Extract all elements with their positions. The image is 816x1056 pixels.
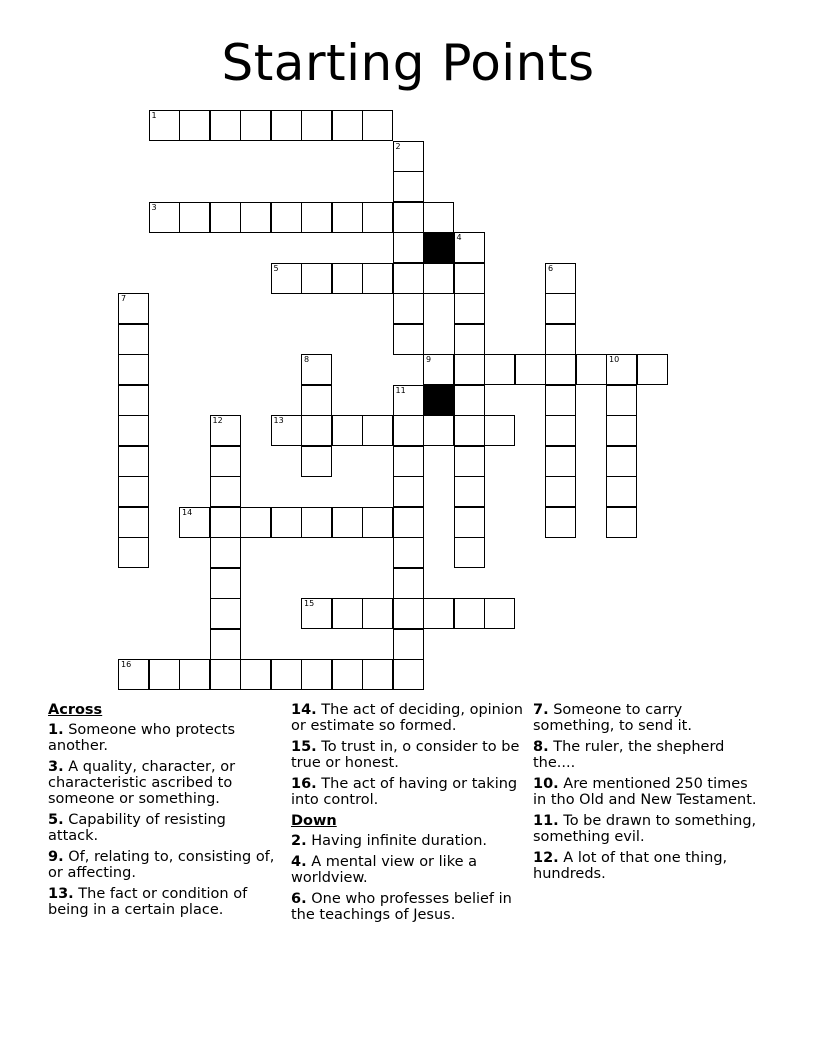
grid-cell[interactable] [393,415,424,446]
clue-num: 8. [533,739,549,755]
clue-number: 12 [212,416,223,425]
grid-cell[interactable] [271,110,302,141]
clue-number: 9 [426,355,432,364]
grid-cell[interactable] [118,385,149,416]
down-heading: Down [291,813,337,829]
down-clue [291,891,523,923]
grid-cell[interactable] [637,354,668,385]
grid-cell[interactable] [545,324,576,355]
across-clue [48,849,280,881]
grid-cell[interactable] [332,507,363,538]
clue-num: 4. [291,854,307,870]
grid-cell[interactable] [118,507,149,538]
grid-cell[interactable] [545,415,576,446]
grid-cell[interactable] [149,202,180,233]
grid-cell[interactable] [423,263,454,294]
grid-cell[interactable] [210,446,241,477]
grid-cell[interactable] [271,507,302,538]
across-clue [48,812,280,844]
clue-number: 4 [456,233,462,242]
clue-num: 16. [291,776,317,792]
grid-cell[interactable] [301,263,332,294]
clue-text: The act of deciding, opinion or estimate so formed. [291,702,523,734]
grid-cell[interactable] [393,507,424,538]
grid-cell[interactable] [393,232,424,263]
grid-cell[interactable] [393,598,424,629]
down-clue [533,702,765,734]
clue-num: 1. [48,722,64,738]
clue-number: 15 [304,599,315,608]
grid-cell[interactable] [606,476,637,507]
grid-cell[interactable] [271,263,302,294]
black-cell [423,385,454,416]
grid-cell[interactable] [454,537,485,568]
clue-number: 1 [151,111,157,120]
across-clue [291,776,523,808]
grid-cell[interactable] [179,507,210,538]
grid-cell[interactable] [393,141,424,172]
across-heading: Across [48,702,103,718]
clue-num: 12. [533,850,559,866]
grid-cell[interactable] [118,659,149,690]
grid-cell[interactable] [393,568,424,599]
clue-number: 5 [273,263,279,273]
grid-cell[interactable] [210,415,241,446]
across-clue [291,739,523,771]
clue-number: 11 [395,385,406,395]
grid-cell[interactable] [332,659,363,690]
clue-number: 3 [151,202,157,212]
grid-cell[interactable] [240,110,271,141]
clue-text: Are mentioned 250 times in tho Old and New Testament. [533,776,757,808]
clue-num: 3. [48,759,64,775]
clue-text: The fact or condition of being in a certain place. [48,886,248,918]
grid-cell[interactable] [332,415,363,446]
grid-cell[interactable] [301,507,332,538]
clue-number: 2 [395,141,401,151]
grid-cell[interactable] [301,385,332,416]
grid-cell[interactable] [393,385,424,416]
grid-cell[interactable] [545,293,576,324]
grid-cell[interactable] [210,202,241,233]
down-clue [291,833,523,849]
grid-cell[interactable] [301,202,332,233]
grid-cell[interactable] [393,263,424,294]
grid-cell[interactable] [271,202,302,233]
grid-cell[interactable] [271,659,302,690]
grid-cell[interactable] [179,659,210,690]
across-clue [291,702,523,734]
clue-num: 10. [533,776,559,792]
grid-cell[interactable] [362,415,393,446]
clue-number: 10 [609,355,620,364]
grid-cell[interactable] [118,446,149,477]
across-clue [48,759,280,807]
clue-column-2 [291,702,523,928]
clue-text: To be drawn to something, something evil. [533,813,757,845]
grid-cell[interactable] [301,354,332,385]
grid-cell[interactable] [362,202,393,233]
grid-cell[interactable] [454,232,485,263]
grid-cell[interactable] [545,507,576,538]
grid-cell[interactable] [484,598,515,629]
grid-cell[interactable] [118,537,149,568]
clue-text: A lot of that one thing, hundreds. [533,850,728,882]
clue-number: 8 [304,355,310,364]
grid-cell[interactable] [210,110,241,141]
across-clue [48,722,280,754]
grid-cell[interactable] [454,598,485,629]
grid-cell[interactable] [210,659,241,690]
grid-cell[interactable] [301,415,332,446]
grid-cell[interactable] [179,110,210,141]
grid-cell[interactable] [210,598,241,629]
puzzle-title: Starting Points [221,34,595,92]
grid-cell[interactable] [362,507,393,538]
grid-cell[interactable] [271,415,302,446]
grid-cell[interactable] [301,446,332,477]
grid-cell[interactable] [393,171,424,202]
grid-cell[interactable] [362,659,393,690]
grid-cell[interactable] [454,507,485,538]
grid-cell[interactable] [454,415,485,446]
grid-cell[interactable] [606,415,637,446]
grid-cell[interactable] [393,446,424,477]
clue-text: The act of having or taking into control. [291,776,518,808]
clue-text: Of, relating to, consisting of, or affecting. [48,849,275,881]
clue-text: Someone who protects another. [48,722,235,754]
clue-number: 6 [548,263,554,273]
grid-cell[interactable] [576,354,607,385]
clue-num: 9. [48,849,64,865]
grid-cell[interactable] [393,476,424,507]
clue-text: One who professes belief in the teachings of Jesus. [291,891,512,923]
clue-num: 6. [291,891,307,907]
grid-cell[interactable] [606,354,637,385]
grid-cell[interactable] [240,507,271,538]
grid-cell[interactable] [301,598,332,629]
clue-num: 7. [533,702,549,718]
grid-cell[interactable] [606,385,637,416]
clue-num: 5. [48,812,64,828]
grid-cell[interactable] [118,324,149,355]
clue-number: 16 [121,660,132,669]
grid-cell[interactable] [606,446,637,477]
clue-text: To trust in, o consider to be true or honest. [291,739,520,771]
grid-cell[interactable] [423,415,454,446]
grid-cell[interactable] [423,598,454,629]
grid-cell[interactable] [393,659,424,690]
grid-cell[interactable] [179,202,210,233]
clue-number: 14 [182,507,193,517]
clue-num: 11. [533,813,559,829]
grid-cell[interactable] [118,293,149,324]
grid-cell[interactable] [393,324,424,355]
grid-cell[interactable] [210,629,241,660]
black-cell [423,232,454,263]
down-clue [533,813,765,845]
down-clue [291,854,523,886]
grid-cell[interactable] [301,659,332,690]
grid-cell[interactable] [484,354,515,385]
clue-text: The ruler, the shepherd the.... [533,739,725,771]
clue-text: Having infinite duration. [311,833,488,849]
grid-cell[interactable] [423,354,454,385]
across-clue [48,886,280,918]
grid-cell[interactable] [301,110,332,141]
grid-cell[interactable] [545,476,576,507]
grid-cell[interactable] [210,537,241,568]
grid-cell[interactable] [393,202,424,233]
clue-text: A quality, character, or characteristic ascribed to someone or something. [48,759,236,807]
grid-cell[interactable] [454,476,485,507]
clue-num: 13. [48,886,74,902]
grid-cell[interactable] [118,476,149,507]
clue-column-1 [48,702,280,923]
grid-cell[interactable] [454,385,485,416]
grid-cell[interactable] [393,293,424,324]
clue-text: Capability of resisting attack. [48,812,226,844]
grid-cell[interactable] [454,293,485,324]
grid-cell[interactable] [454,324,485,355]
down-clue [533,776,765,808]
grid-cell[interactable] [362,110,393,141]
grid-cell[interactable] [423,202,454,233]
clue-text: Someone to carry something, to send it. [533,702,692,734]
clue-num: 2. [291,833,307,849]
grid-cell[interactable] [362,598,393,629]
grid-cell[interactable] [210,507,241,538]
grid-cell[interactable] [454,263,485,294]
clue-column-3 [533,702,765,887]
grid-cell[interactable] [332,202,363,233]
grid-cell[interactable] [240,202,271,233]
grid-cell[interactable] [210,476,241,507]
grid-cell[interactable] [118,354,149,385]
grid-cell[interactable] [484,415,515,446]
clue-num: 14. [291,702,317,718]
grid-cell[interactable] [240,659,271,690]
grid-cell[interactable] [606,507,637,538]
grid-cell[interactable] [118,415,149,446]
grid-cell[interactable] [454,446,485,477]
grid-cell[interactable] [515,354,546,385]
clue-text: A mental view or like a worldview. [291,854,477,886]
grid-cell[interactable] [332,263,363,294]
clue-number: 7 [121,294,127,303]
grid-cell[interactable] [149,110,180,141]
grid-cell[interactable] [545,446,576,477]
grid-cell[interactable] [362,263,393,294]
grid-cell[interactable] [210,568,241,599]
grid-cell[interactable] [149,659,180,690]
grid-cell[interactable] [545,263,576,294]
grid-cell[interactable] [454,354,485,385]
clue-number: 13 [273,416,284,425]
grid-cell[interactable] [545,385,576,416]
grid-cell[interactable] [332,598,363,629]
grid-cell[interactable] [545,354,576,385]
grid-cell[interactable] [393,629,424,660]
down-clue [533,739,765,771]
grid-cell[interactable] [332,110,363,141]
down-clue [533,850,765,882]
clue-num: 15. [291,739,317,755]
grid-cell[interactable] [393,537,424,568]
